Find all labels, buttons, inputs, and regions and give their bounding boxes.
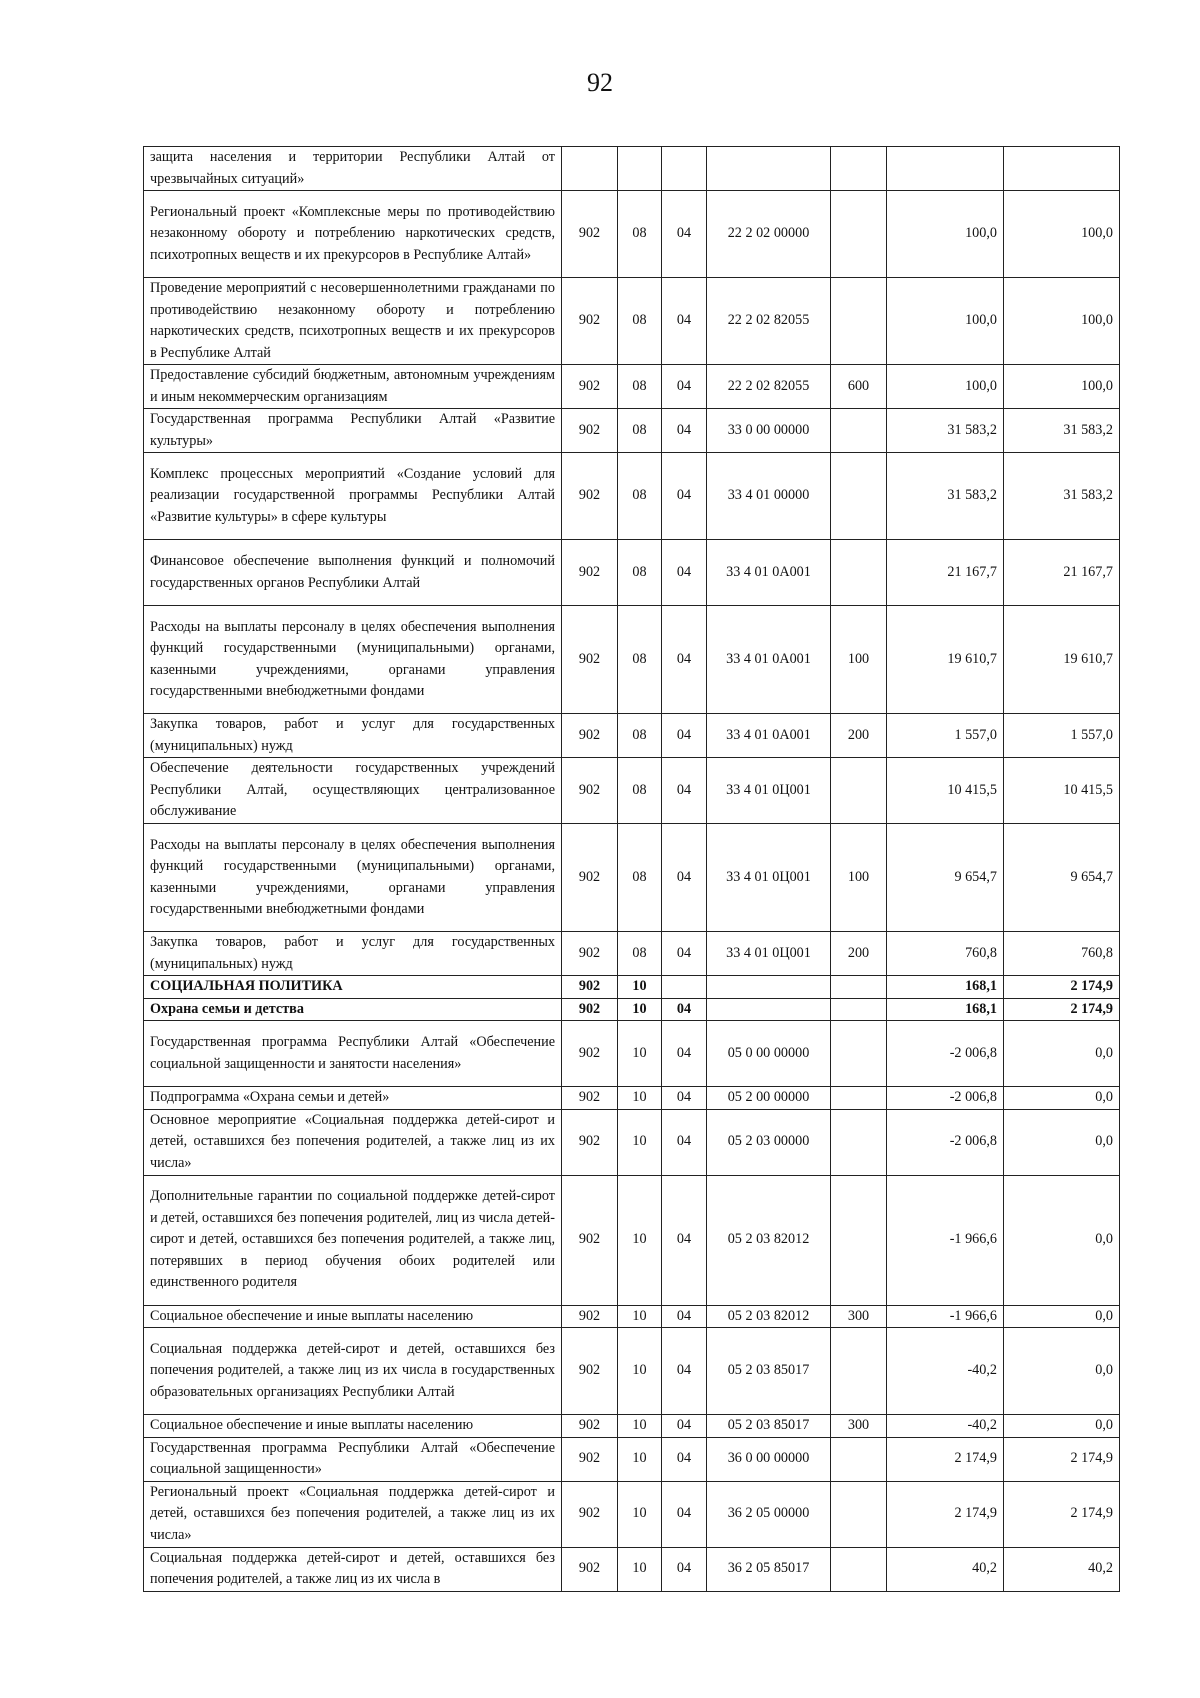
department-code-cell: 902 [562, 1437, 618, 1481]
amount-second-cell [1004, 147, 1120, 191]
section-code-cell: 08 [618, 540, 662, 606]
department-code-cell: 902 [562, 824, 618, 932]
section-code-cell: 10 [618, 1415, 662, 1438]
amount-first-cell: 2 174,9 [887, 1481, 1004, 1547]
table-row [144, 1437, 1120, 1481]
row-name-cell: Расходы на выплаты персоналу в целях обеспечения выполнения функций государственными (муниципальными) органами, казенными учреждениями, органами управления государственными внебюджетными фондами [144, 824, 562, 932]
department-code-cell: 902 [562, 453, 618, 540]
amount-first-cell: -40,2 [887, 1415, 1004, 1438]
amount-first-cell: -40,2 [887, 1328, 1004, 1415]
subsection-code-cell: 04 [662, 998, 707, 1021]
department-code-cell: 902 [562, 758, 618, 824]
department-code-cell: 902 [562, 278, 618, 365]
subsection-code-cell [662, 976, 707, 999]
expense-type-cell [831, 1481, 887, 1547]
target-article-cell: 33 4 01 0Ц001 [707, 824, 831, 932]
table-row [144, 1481, 1120, 1547]
amount-second-cell: 0,0 [1004, 1175, 1120, 1305]
row-name-cell: Социальное обеспечение и иные выплаты населению [144, 1415, 562, 1438]
table-row [144, 606, 1120, 714]
subsection-code-cell: 04 [662, 453, 707, 540]
row-name-cell: Региональный проект «Социальная поддержка детей-сирот и детей, оставшихся без попечения родителей, а также лиц из их числа» [144, 1481, 562, 1547]
table-row [144, 1021, 1120, 1087]
amount-second-cell: 0,0 [1004, 1087, 1120, 1110]
expense-type-cell [831, 976, 887, 999]
section-code-cell: 10 [618, 1437, 662, 1481]
table-row [144, 998, 1120, 1021]
amount-second-cell: 21 167,7 [1004, 540, 1120, 606]
amount-second-cell: 0,0 [1004, 1328, 1120, 1415]
subsection-code-cell: 04 [662, 1021, 707, 1087]
amount-first-cell: -1 966,6 [887, 1175, 1004, 1305]
department-code-cell: 902 [562, 1175, 618, 1305]
amount-second-cell: 2 174,9 [1004, 1437, 1120, 1481]
row-name-cell: Комплекс процессных мероприятий «Создание условий для реализации государственной программы Республики Алтай «Развитие культуры» в сфере культуры [144, 453, 562, 540]
section-code-cell: 08 [618, 365, 662, 409]
section-code-cell: 08 [618, 191, 662, 278]
subsection-code-cell: 04 [662, 191, 707, 278]
table-row [144, 147, 1120, 191]
section-code-cell: 10 [618, 1328, 662, 1415]
amount-second-cell: 19 610,7 [1004, 606, 1120, 714]
table-row [144, 714, 1120, 758]
amount-first-cell: 760,8 [887, 932, 1004, 976]
table-row [144, 758, 1120, 824]
target-article-cell: 33 4 01 0Ц001 [707, 932, 831, 976]
row-name-cell: Предоставление субсидий бюджетным, автономным учреждениям и иным некоммерческим организациям [144, 365, 562, 409]
subsection-code-cell: 04 [662, 1175, 707, 1305]
expense-type-cell [831, 1328, 887, 1415]
row-name-cell: Дополнительные гарантии по социальной поддержке детей-сирот и детей, оставшихся без попечения родителей, лиц из числа детей-сирот и детей, оставшихся без попечения родителей, а также лиц, потерявших в период обучения обоих родителей или единственного родителя [144, 1175, 562, 1305]
expense-type-cell [831, 409, 887, 453]
department-code-cell: 902 [562, 998, 618, 1021]
subsection-code-cell: 04 [662, 932, 707, 976]
subsection-code-cell: 04 [662, 1109, 707, 1175]
row-name-cell: Расходы на выплаты персоналу в целях обеспечения выполнения функций государственными (муниципальными) органами, казенными учреждениями, органами управления государственными внебюджетными фондами [144, 606, 562, 714]
table-row [144, 976, 1120, 999]
target-article-cell: 33 4 01 0А001 [707, 606, 831, 714]
table-row [144, 409, 1120, 453]
amount-second-cell: 40,2 [1004, 1547, 1120, 1591]
section-code-cell [618, 147, 662, 191]
target-article-cell: 33 4 01 00000 [707, 453, 831, 540]
section-code-cell: 08 [618, 714, 662, 758]
table-row [144, 1087, 1120, 1110]
row-name-cell: Подпрограмма «Охрана семьи и детей» [144, 1087, 562, 1110]
table-row [144, 824, 1120, 932]
amount-second-cell: 10 415,5 [1004, 758, 1120, 824]
table-row [144, 1175, 1120, 1305]
target-article-cell: 33 0 00 00000 [707, 409, 831, 453]
department-code-cell: 902 [562, 1109, 618, 1175]
amount-first-cell: 21 167,7 [887, 540, 1004, 606]
row-name-cell: Закупка товаров, работ и услуг для государственных (муниципальных) нужд [144, 714, 562, 758]
department-code-cell: 902 [562, 606, 618, 714]
section-code-cell: 10 [618, 1481, 662, 1547]
department-code-cell: 902 [562, 191, 618, 278]
table-row [144, 1305, 1120, 1328]
section-code-cell: 10 [618, 1087, 662, 1110]
amount-first-cell: -2 006,8 [887, 1087, 1004, 1110]
target-article-cell: 05 2 03 85017 [707, 1328, 831, 1415]
department-code-cell: 902 [562, 1481, 618, 1547]
amount-second-cell: 0,0 [1004, 1415, 1120, 1438]
subsection-code-cell: 04 [662, 1481, 707, 1547]
amount-first-cell: 100,0 [887, 191, 1004, 278]
subsection-code-cell: 04 [662, 824, 707, 932]
section-code-cell: 08 [618, 932, 662, 976]
row-name-cell: Охрана семьи и детства [144, 998, 562, 1021]
amount-second-cell: 0,0 [1004, 1305, 1120, 1328]
subsection-code-cell: 04 [662, 714, 707, 758]
target-article-cell: 05 0 00 00000 [707, 1021, 831, 1087]
section-code-cell: 10 [618, 1547, 662, 1591]
department-code-cell: 902 [562, 1328, 618, 1415]
department-code-cell: 902 [562, 365, 618, 409]
table-row [144, 278, 1120, 365]
section-code-cell: 10 [618, 998, 662, 1021]
table-row [144, 932, 1120, 976]
expense-type-cell [831, 1175, 887, 1305]
table-row [144, 1328, 1120, 1415]
department-code-cell: 902 [562, 976, 618, 999]
target-article-cell: 05 2 03 00000 [707, 1109, 831, 1175]
subsection-code-cell: 04 [662, 278, 707, 365]
amount-second-cell: 100,0 [1004, 191, 1120, 278]
section-code-cell: 10 [618, 1305, 662, 1328]
target-article-cell: 22 2 02 00000 [707, 191, 831, 278]
amount-first-cell: 2 174,9 [887, 1437, 1004, 1481]
subsection-code-cell: 04 [662, 1415, 707, 1438]
section-code-cell: 08 [618, 824, 662, 932]
expense-type-cell [831, 758, 887, 824]
amount-second-cell: 2 174,9 [1004, 1481, 1120, 1547]
department-code-cell [562, 147, 618, 191]
department-code-cell: 902 [562, 714, 618, 758]
budget-table [143, 146, 1120, 1592]
amount-second-cell: 31 583,2 [1004, 453, 1120, 540]
expense-type-cell [831, 540, 887, 606]
amount-second-cell: 9 654,7 [1004, 824, 1120, 932]
table-row [144, 1109, 1120, 1175]
table-row [144, 540, 1120, 606]
target-article-cell: 33 4 01 0А001 [707, 540, 831, 606]
subsection-code-cell: 04 [662, 365, 707, 409]
target-article-cell: 22 2 02 82055 [707, 365, 831, 409]
target-article-cell: 36 2 05 85017 [707, 1547, 831, 1591]
expense-type-cell [831, 453, 887, 540]
subsection-code-cell: 04 [662, 758, 707, 824]
target-article-cell: 05 2 03 82012 [707, 1175, 831, 1305]
expense-type-cell [831, 147, 887, 191]
amount-first-cell: -1 966,6 [887, 1305, 1004, 1328]
department-code-cell: 902 [562, 540, 618, 606]
amount-second-cell: 100,0 [1004, 365, 1120, 409]
subsection-code-cell [662, 147, 707, 191]
subsection-code-cell: 04 [662, 1328, 707, 1415]
section-code-cell: 08 [618, 758, 662, 824]
row-name-cell: СОЦИАЛЬНАЯ ПОЛИТИКА [144, 976, 562, 999]
department-code-cell: 902 [562, 1415, 618, 1438]
target-article-cell: 36 0 00 00000 [707, 1437, 831, 1481]
table-row [144, 365, 1120, 409]
row-name-cell: Основное мероприятие «Социальная поддержка детей-сирот и детей, оставшихся без попечения родителей, а также лиц из их числа» [144, 1109, 562, 1175]
section-code-cell: 08 [618, 453, 662, 540]
expense-type-cell [831, 998, 887, 1021]
table-row [144, 453, 1120, 540]
target-article-cell: 05 2 03 85017 [707, 1415, 831, 1438]
row-name-cell: защита населения и территории Республики Алтай от чрезвычайных ситуаций» [144, 147, 562, 191]
expense-type-cell: 200 [831, 932, 887, 976]
amount-second-cell: 100,0 [1004, 278, 1120, 365]
amount-first-cell: -2 006,8 [887, 1021, 1004, 1087]
department-code-cell: 902 [562, 1305, 618, 1328]
amount-first-cell: 19 610,7 [887, 606, 1004, 714]
expense-type-cell [831, 1087, 887, 1110]
amount-first-cell: 40,2 [887, 1547, 1004, 1591]
target-article-cell: 05 2 00 00000 [707, 1087, 831, 1110]
amount-first-cell: 31 583,2 [887, 409, 1004, 453]
department-code-cell: 902 [562, 1547, 618, 1591]
expense-type-cell: 600 [831, 365, 887, 409]
budget-table-body [144, 147, 1120, 1592]
amount-second-cell: 0,0 [1004, 1021, 1120, 1087]
expense-type-cell [831, 1547, 887, 1591]
amount-second-cell: 0,0 [1004, 1109, 1120, 1175]
expense-type-cell [831, 1437, 887, 1481]
subsection-code-cell: 04 [662, 606, 707, 714]
section-code-cell: 08 [618, 606, 662, 714]
section-code-cell: 10 [618, 1175, 662, 1305]
section-code-cell: 10 [618, 1109, 662, 1175]
amount-first-cell: -2 006,8 [887, 1109, 1004, 1175]
subsection-code-cell: 04 [662, 1547, 707, 1591]
amount-first-cell: 31 583,2 [887, 453, 1004, 540]
amount-second-cell: 31 583,2 [1004, 409, 1120, 453]
section-code-cell: 08 [618, 409, 662, 453]
expense-type-cell [831, 1021, 887, 1087]
amount-first-cell: 168,1 [887, 976, 1004, 999]
amount-first-cell: 1 557,0 [887, 714, 1004, 758]
subsection-code-cell: 04 [662, 1305, 707, 1328]
amount-first-cell: 168,1 [887, 998, 1004, 1021]
department-code-cell: 902 [562, 1021, 618, 1087]
amount-second-cell: 760,8 [1004, 932, 1120, 976]
row-name-cell: Проведение мероприятий с несовершеннолетними гражданами по противодействию незаконному обороту и потреблению наркотических средств, психотропных веществ и их прекурсоров в Республике Алтай [144, 278, 562, 365]
expense-type-cell [831, 278, 887, 365]
amount-second-cell: 1 557,0 [1004, 714, 1120, 758]
table-row [144, 1547, 1120, 1591]
expense-type-cell: 200 [831, 714, 887, 758]
amount-first-cell: 9 654,7 [887, 824, 1004, 932]
subsection-code-cell: 04 [662, 1437, 707, 1481]
amount-first-cell: 10 415,5 [887, 758, 1004, 824]
row-name-cell: Социальное обеспечение и иные выплаты населению [144, 1305, 562, 1328]
target-article-cell: 22 2 02 82055 [707, 278, 831, 365]
target-article-cell: 33 4 01 0Ц001 [707, 758, 831, 824]
section-code-cell: 08 [618, 278, 662, 365]
row-name-cell: Государственная программа Республики Алтай «Обеспечение социальной защищенности и занятости населения» [144, 1021, 562, 1087]
expense-type-cell: 300 [831, 1305, 887, 1328]
row-name-cell: Финансовое обеспечение выполнения функций и полномочий государственных органов Республики Алтай [144, 540, 562, 606]
amount-first-cell: 100,0 [887, 278, 1004, 365]
target-article-cell [707, 147, 831, 191]
subsection-code-cell: 04 [662, 540, 707, 606]
expense-type-cell [831, 191, 887, 278]
amount-first-cell [887, 147, 1004, 191]
row-name-cell: Закупка товаров, работ и услуг для государственных (муниципальных) нужд [144, 932, 562, 976]
row-name-cell: Обеспечение деятельности государственных учреждений Республики Алтай, осуществляющих централизованное обслуживание [144, 758, 562, 824]
expense-type-cell: 300 [831, 1415, 887, 1438]
amount-second-cell: 2 174,9 [1004, 976, 1120, 999]
amount-second-cell: 2 174,9 [1004, 998, 1120, 1021]
row-name-cell: Государственная программа Республики Алтай «Развитие культуры» [144, 409, 562, 453]
target-article-cell: 05 2 03 82012 [707, 1305, 831, 1328]
row-name-cell: Социальная поддержка детей-сирот и детей, оставшихся без попечения родителей, а также лиц из их числа в [144, 1547, 562, 1591]
subsection-code-cell: 04 [662, 409, 707, 453]
table-row [144, 1415, 1120, 1438]
expense-type-cell: 100 [831, 606, 887, 714]
expense-type-cell [831, 1109, 887, 1175]
department-code-cell: 902 [562, 409, 618, 453]
section-code-cell: 10 [618, 1021, 662, 1087]
target-article-cell: 36 2 05 00000 [707, 1481, 831, 1547]
row-name-cell: Региональный проект «Комплексные меры по противодействию незаконному обороту и потреблению наркотических средств, психотропных веществ и их прекурсоров в Республике Алтай» [144, 191, 562, 278]
expense-type-cell: 100 [831, 824, 887, 932]
target-article-cell [707, 976, 831, 999]
target-article-cell [707, 998, 831, 1021]
row-name-cell: Государственная программа Республики Алтай «Обеспечение социальной защищенности» [144, 1437, 562, 1481]
page-number: 92 [587, 68, 613, 97]
department-code-cell: 902 [562, 1087, 618, 1110]
section-code-cell: 10 [618, 976, 662, 999]
row-name-cell: Социальная поддержка детей-сирот и детей, оставшихся без попечения родителей, а также лиц из их числа в государственных образовательных организациях Республики Алтай [144, 1328, 562, 1415]
amount-first-cell: 100,0 [887, 365, 1004, 409]
department-code-cell: 902 [562, 932, 618, 976]
target-article-cell: 33 4 01 0А001 [707, 714, 831, 758]
table-row [144, 191, 1120, 278]
subsection-code-cell: 04 [662, 1087, 707, 1110]
